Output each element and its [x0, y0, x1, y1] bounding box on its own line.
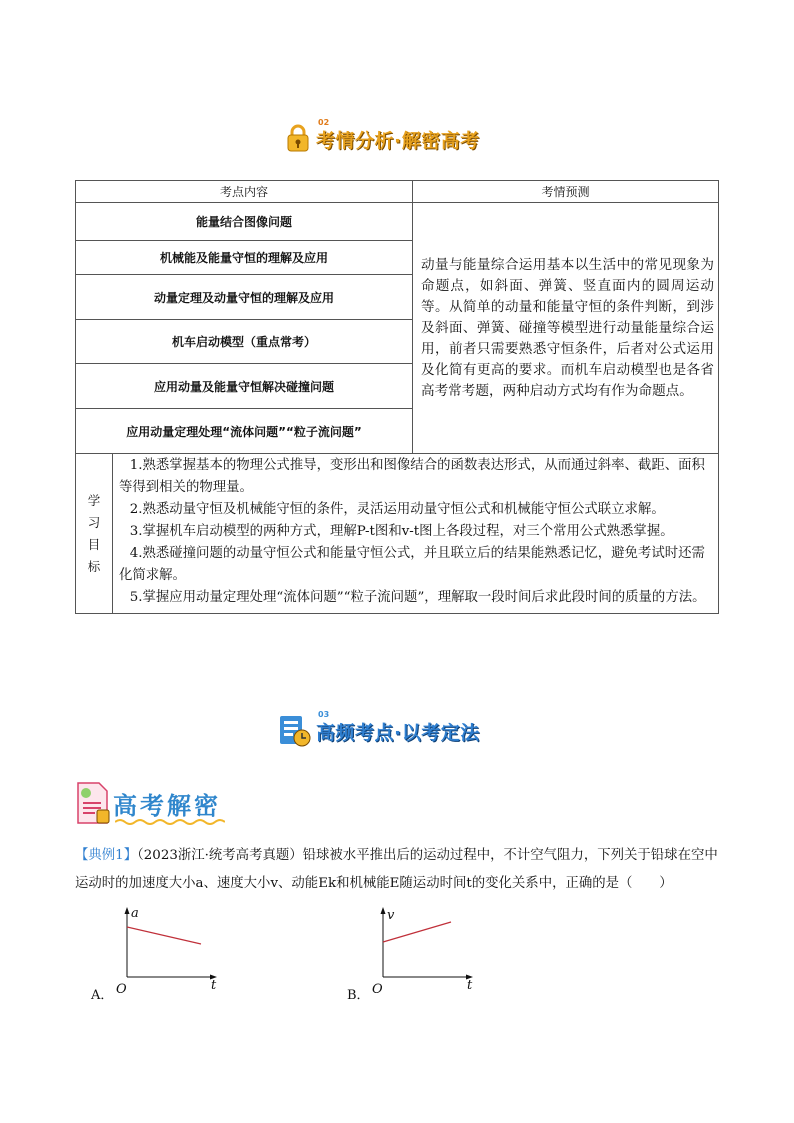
section-header-exam-analysis [0, 118, 794, 158]
origin-label: O [372, 982, 383, 995]
topic-cell: 机车启动模型（重点常考） [76, 320, 413, 364]
option-b-graph[interactable] [371, 905, 481, 995]
goal-item: 3.掌握机车启动模型的两种方式，理解P-t图和v-t图上各段过程，对三个常用公式熟悉掌握。 [129, 524, 674, 539]
question-text: （2023浙江·统考高考真题）铅球被水平推出后的运动过程中，不计空气阻力，下列关于铅球在空中运动时的加速度大小a、速度大小v、动能Ek和机械能E随运动时间t的变化关系中，正确的是（ ） [75, 848, 718, 891]
checklist-clock-icon [278, 714, 312, 748]
section-title: 考情分析·解密高考 [316, 130, 480, 152]
section-header-high-frequency [0, 710, 794, 750]
goal-list [113, 454, 719, 613]
question-tag: 【典例1】 [75, 848, 138, 863]
header-topic: 考点内容 [76, 181, 413, 203]
forecast-cell: 动量与能量综合运用基本以生活中的常见现象为命题点，如斜面、弹簧、竖直面内的圆周运动等。从简单的动量和能量守恒的条件判断，到涉及斜面、弹簧、碰撞等模型进行动量能量综合运用，前者只需要熟悉守恒条件，后者对公式运用及化简有更高的要求。而机车启动模型也是各省高考常考题，两种启动方式均有作为命题点。 [413, 203, 719, 454]
goal-label: 学 习 目 标 [76, 454, 113, 613]
origin-label: O [116, 982, 127, 995]
topic-cell: 能量结合图像问题 [76, 203, 413, 241]
y-axis-label: a [131, 906, 139, 921]
y-axis-label: v [387, 908, 395, 923]
banner-exam-secrets [75, 780, 265, 830]
goal-item: 2.熟悉动量守恒及机械能守恒的条件，灵活运用动量守恒公式和机械能守恒公式联立求解。 [129, 502, 665, 517]
option-a-graph[interactable] [115, 905, 225, 995]
x-axis-label: t [211, 978, 217, 993]
option-a-label[interactable]: A． [91, 988, 114, 1003]
goal-item: 4.熟悉碰撞问题的动量守恒公式和能量守恒公式，并且联立后的结果能熟悉记忆，避免考试时还需化简求解。 [119, 546, 705, 583]
section-title: 高频考点·以考定法 [316, 722, 480, 744]
topic-cell: 机械能及能量守恒的理解及应用 [76, 241, 413, 275]
header-forecast: 考情预测 [413, 181, 719, 203]
x-axis-label: t [467, 978, 473, 993]
goal-item: 1.熟悉掌握基本的物理公式推导，变形出和图像结合的函数表达形式，从而通过斜率、截距、面积等得到相关的物理量。 [119, 458, 705, 495]
underline-wave [115, 818, 225, 826]
topic-cell: 应用动量及能量守恒解决碰撞问题 [76, 364, 413, 409]
learning-goals [76, 454, 718, 613]
document-icon [75, 780, 111, 826]
section-number: 03 [318, 710, 330, 719]
topic-cell: 应用动量定理处理“流体问题”“粒子流问题” [76, 409, 413, 454]
lock-icon [285, 124, 311, 152]
option-b-label[interactable]: B． [347, 988, 370, 1003]
banner-title: 高考解密 [113, 792, 221, 820]
example-question [75, 842, 725, 898]
exam-analysis-table [75, 180, 719, 614]
goal-item: 5.掌握应用动量定理处理“流体问题”“粒子流问题”，理解取一段时间后求此段时间的质量的方法。 [129, 590, 706, 605]
section-number: 02 [318, 118, 330, 127]
topic-cell: 动量定理及动量守恒的理解及应用 [76, 275, 413, 320]
